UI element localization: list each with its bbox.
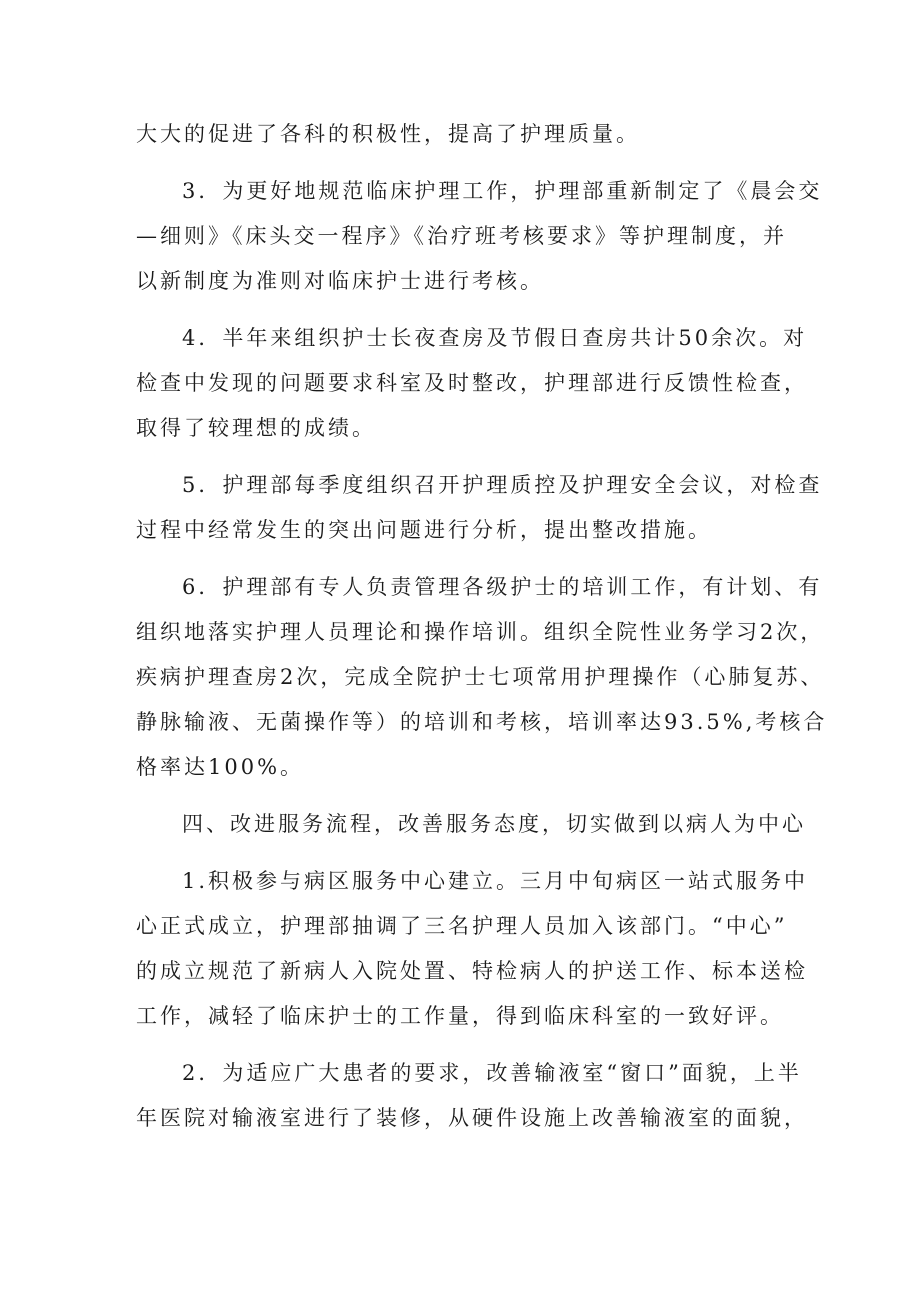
text-line: 年医院对输液室进行了装修，从硬件设施上改善输液室的面貌， [136, 1106, 808, 1130]
paragraph-item-6 [136, 565, 828, 790]
paragraph-item-1 [136, 859, 809, 1039]
paragraph-item-5 [136, 463, 823, 553]
text-line: 6．护理部有专人负责管理各级护士的培训工作，有计划、有 [182, 575, 823, 599]
text-line: 大大的促进了各科的积极性，提高了护理质量。 [136, 122, 640, 146]
text-line: 疾病护理查房2次，完成全院护士七项常用护理操作（心肺复苏、 [136, 665, 825, 689]
text-line: 四、改进服务流程，改善服务态度，切实做到以病人为中心 [182, 812, 806, 836]
paragraph-continuation [136, 112, 790, 157]
text-line: 4．半年来组织护士长夜查房及节假日查房共计50余次。对 [182, 326, 808, 350]
text-line: 检查中发现的问题要求科室及时整改，护理部进行反馈性检查， [136, 371, 808, 395]
text-line: 以新制度为准则对临床护士进行考核。 [136, 269, 544, 293]
document-body [136, 112, 828, 1153]
text-line: 静脉输液、无菌操作等）的培训和考核，培训率达93.5%,考核合 [136, 710, 828, 734]
text-line: 过程中经常发生的突出问题进行分析，提出整改措施。 [136, 518, 712, 542]
text-line: —细则》《床头交一程序》《治疗班考核要求》等护理制度，并 [136, 224, 787, 248]
text-line: 3．为更好地规范临床护理工作，护理部重新制定了《晨会交 [182, 179, 823, 203]
text-line: 2．为适应广大患者的要求，改善输液室“窗口”面貌，上半 [182, 1061, 802, 1085]
text-line: 心正式成立，护理部抽调了三名护理人员加入该部门。“中心” [136, 914, 788, 938]
paragraph-item-2 [136, 1051, 808, 1141]
text-line: 工作，减轻了临床护士的工作量，得到临床科室的一致好评。 [136, 1004, 784, 1028]
text-line: 组织地落实护理人员理论和操作培训。组织全院性业务学习2次， [136, 620, 825, 644]
section-heading [136, 802, 806, 847]
text-line: 的成立规范了新病人入院处置、特检病人的护送工作、标本送检 [136, 959, 808, 983]
text-line: 5．护理部每季度组织召开护理质控及护理安全会议，对检查 [182, 473, 823, 497]
text-line: 1.积极参与病区服务中心建立。三月中旬病区一站式服务中 [182, 869, 809, 893]
paragraph-item-4 [136, 316, 808, 451]
text-line: 格率达100%。 [136, 755, 305, 779]
paragraph-item-3 [136, 169, 823, 304]
text-line: 取得了较理想的成绩。 [136, 416, 376, 440]
